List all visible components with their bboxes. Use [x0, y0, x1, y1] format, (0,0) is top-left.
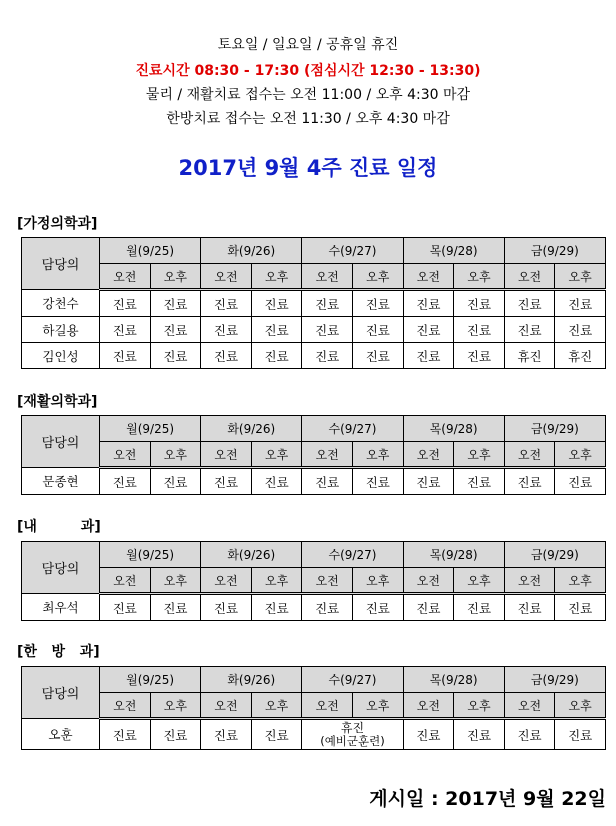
- schedule-cell: 진료: [403, 343, 454, 369]
- day-header: 월(9/25): [100, 667, 201, 693]
- table-row: [22, 343, 606, 369]
- am-header: 오전: [302, 264, 353, 290]
- notice-closed-days: 토요일 / 일요일 / 공휴일 휴진: [217, 37, 399, 53]
- schedule-cell: 진료: [201, 290, 252, 317]
- section-label: [가정의학과]: [17, 216, 98, 232]
- pm-header: 오후: [251, 568, 302, 594]
- section-label: [한 방 과]: [17, 644, 100, 660]
- schedule-cell: 진료: [504, 719, 555, 750]
- am-header: 오전: [302, 568, 353, 594]
- schedule-cell: 진료: [302, 594, 353, 621]
- schedule-cell: 진료: [100, 594, 151, 621]
- table-row: [22, 719, 606, 750]
- merged-schedule-cell: [302, 719, 403, 750]
- schedule-table: [21, 666, 606, 750]
- am-header: 오전: [201, 442, 252, 468]
- day-header: 화(9/26): [201, 667, 302, 693]
- schedule-cell: 진료: [302, 343, 353, 369]
- day-header: 목(9/28): [403, 542, 504, 568]
- notice-hours: 진료시간 08:30 - 17:30 (점심시간 12:30 - 13:30): [135, 63, 481, 79]
- schedule-cell: 진료: [302, 468, 353, 495]
- pm-header: 오후: [251, 264, 302, 290]
- schedule-cell: 진료: [302, 290, 353, 317]
- schedule-cell: 진료: [251, 594, 302, 621]
- doctor-name: 문종현: [22, 468, 100, 495]
- schedule-table: [21, 415, 606, 495]
- schedule-cell: 진료: [454, 343, 505, 369]
- day-header: 화(9/26): [201, 238, 302, 264]
- doctor-column-header: 담당의: [22, 416, 100, 468]
- schedule-cell: 진료: [150, 468, 201, 495]
- doctor-name: 강천수: [22, 290, 100, 317]
- pm-header: 오후: [555, 693, 606, 719]
- am-header: 오전: [100, 693, 151, 719]
- doctor-name: 오훈: [22, 719, 100, 750]
- am-header: 오전: [302, 693, 353, 719]
- am-header: 오전: [504, 264, 555, 290]
- schedule-cell: 진료: [352, 343, 403, 369]
- schedule-cell: 진료: [150, 343, 201, 369]
- section-label: [재활의학과]: [17, 394, 98, 410]
- pm-header: 오후: [352, 264, 403, 290]
- day-header: 금(9/29): [504, 542, 605, 568]
- am-header: 오전: [403, 693, 454, 719]
- schedule-cell: 진료: [201, 719, 252, 750]
- schedule-cell: 진료: [100, 317, 151, 343]
- am-header: 오전: [504, 568, 555, 594]
- schedule-cell: 진료: [201, 317, 252, 343]
- day-header: 수(9/27): [302, 238, 403, 264]
- doctor-column-header: 담당의: [22, 667, 100, 719]
- am-header: 오전: [403, 264, 454, 290]
- schedule-cell: 진료: [150, 290, 201, 317]
- posted-date: 게시일 : 2017년 9월 22일: [369, 788, 606, 810]
- schedule-cell: 진료: [251, 468, 302, 495]
- table-row: [22, 468, 606, 495]
- schedule-cell: 진료: [150, 594, 201, 621]
- am-header: 오전: [302, 442, 353, 468]
- schedule-cell: 진료: [403, 719, 454, 750]
- doctor-name: 최우석: [22, 594, 100, 621]
- pm-header: 오후: [150, 568, 201, 594]
- table-row: [22, 594, 606, 621]
- schedule-cell: 진료: [251, 343, 302, 369]
- pm-header: 오후: [352, 693, 403, 719]
- am-header: 오전: [100, 568, 151, 594]
- schedule-cell: 진료: [555, 290, 606, 317]
- schedule-cell: 진료: [454, 317, 505, 343]
- pm-header: 오후: [251, 442, 302, 468]
- table-row: [22, 290, 606, 317]
- day-header: 수(9/27): [302, 667, 403, 693]
- day-header: 금(9/29): [504, 667, 605, 693]
- doctor-name: 김인성: [22, 343, 100, 369]
- pm-header: 오후: [352, 442, 403, 468]
- pm-header: 오후: [555, 442, 606, 468]
- pm-header: 오후: [251, 693, 302, 719]
- day-header: 수(9/27): [302, 542, 403, 568]
- schedule-cell: 진료: [504, 468, 555, 495]
- schedule-cell: 진료: [555, 719, 606, 750]
- schedule-cell: 진료: [403, 317, 454, 343]
- schedule-cell: 진료: [251, 317, 302, 343]
- schedule-cell: 진료: [454, 719, 505, 750]
- doctor-column-header: 담당의: [22, 542, 100, 594]
- am-header: 오전: [201, 568, 252, 594]
- notice-herbal-cutoff: 한방치료 접수는 오전 11:30 / 오후 4:30 마감: [166, 111, 450, 127]
- pm-header: 오후: [150, 264, 201, 290]
- schedule-table: [21, 541, 606, 621]
- schedule-cell: 휴진: [555, 343, 606, 369]
- doctor-name: 하길용: [22, 317, 100, 343]
- schedule-cell: 진료: [555, 317, 606, 343]
- am-header: 오전: [504, 442, 555, 468]
- day-header: 목(9/28): [403, 667, 504, 693]
- schedule-cell: 진료: [100, 343, 151, 369]
- pm-header: 오후: [150, 693, 201, 719]
- am-header: 오전: [100, 264, 151, 290]
- pm-header: 오후: [555, 568, 606, 594]
- schedule-cell: 진료: [555, 468, 606, 495]
- day-header: 화(9/26): [201, 416, 302, 442]
- schedule-cell: 진료: [454, 468, 505, 495]
- schedule-cell: 진료: [100, 290, 151, 317]
- schedule-cell: 진료: [302, 317, 353, 343]
- day-header: 월(9/25): [100, 416, 201, 442]
- notice-rehab-cutoff: 물리 / 재활치료 접수는 오전 11:00 / 오후 4:30 마감: [145, 87, 471, 103]
- schedule-cell: 휴진: [504, 343, 555, 369]
- schedule-cell: 진료: [251, 290, 302, 317]
- day-header: 월(9/25): [100, 542, 201, 568]
- section-label: [내 과]: [17, 519, 101, 535]
- pm-header: 오후: [454, 264, 505, 290]
- schedule-cell: 진료: [352, 290, 403, 317]
- table-row: [22, 317, 606, 343]
- day-header: 월(9/25): [100, 238, 201, 264]
- merged-status: 휴진: [340, 720, 365, 735]
- am-header: 오전: [201, 264, 252, 290]
- schedule-cell: 진료: [352, 468, 403, 495]
- schedule-cell: 진료: [201, 343, 252, 369]
- schedule-cell: 진료: [403, 594, 454, 621]
- day-header: 금(9/29): [504, 416, 605, 442]
- am-header: 오전: [100, 442, 151, 468]
- day-header: 목(9/28): [403, 238, 504, 264]
- schedule-cell: 진료: [504, 317, 555, 343]
- pm-header: 오후: [454, 568, 505, 594]
- pm-header: 오후: [150, 442, 201, 468]
- schedule-cell: 진료: [201, 594, 252, 621]
- day-header: 금(9/29): [504, 238, 605, 264]
- merged-reason: (예비군훈련): [320, 733, 385, 748]
- schedule-cell: 진료: [251, 719, 302, 750]
- am-header: 오전: [403, 568, 454, 594]
- schedule-cell: 진료: [555, 594, 606, 621]
- schedule-cell: 진료: [150, 317, 201, 343]
- pm-header: 오후: [555, 264, 606, 290]
- schedule-cell: 진료: [504, 290, 555, 317]
- schedule-cell: 진료: [100, 719, 151, 750]
- day-header: 수(9/27): [302, 416, 403, 442]
- schedule-cell: 진료: [352, 317, 403, 343]
- schedule-cell: 진료: [201, 468, 252, 495]
- am-header: 오전: [403, 442, 454, 468]
- day-header: 화(9/26): [201, 542, 302, 568]
- day-header: 목(9/28): [403, 416, 504, 442]
- schedule-cell: 진료: [100, 468, 151, 495]
- schedule-cell: 진료: [454, 290, 505, 317]
- schedule-cell: 진료: [403, 290, 454, 317]
- doctor-column-header: 담당의: [22, 238, 100, 290]
- pm-header: 오후: [352, 568, 403, 594]
- pm-header: 오후: [454, 442, 505, 468]
- schedule-cell: 진료: [403, 468, 454, 495]
- schedule-cell: 진료: [150, 719, 201, 750]
- schedule-cell: 진료: [352, 594, 403, 621]
- schedule-table: [21, 237, 606, 369]
- page-title: 2017년 9월 4주 진료 일정: [178, 156, 438, 180]
- schedule-cell: 진료: [454, 594, 505, 621]
- am-header: 오전: [201, 693, 252, 719]
- schedule-cell: 진료: [504, 594, 555, 621]
- am-header: 오전: [504, 693, 555, 719]
- pm-header: 오후: [454, 693, 505, 719]
